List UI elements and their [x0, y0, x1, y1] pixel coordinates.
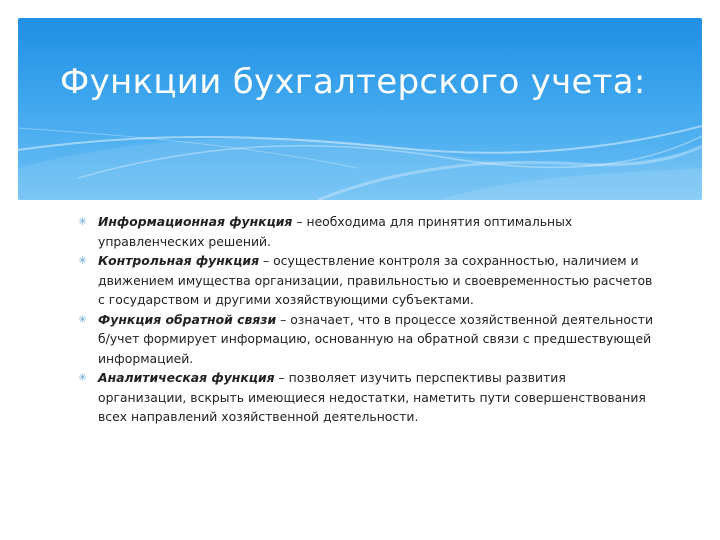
- bullet-term: Информационная функция: [98, 214, 293, 229]
- bullet-term: Функция обратной связи: [98, 311, 277, 327]
- bullet-text: – означает, что в процессе хозяйственной деятельности б/учет формирует информацию, основанную на обратной связи с предшествующей информацией.: [98, 311, 654, 366]
- bullet-text: – осуществление контроля за сохранностью, наличием и движением имущества организации, правильностью и своевременностью расчетов с государством и другими хозяйствующими субъектами.: [98, 253, 653, 307]
- title-banner: [18, 18, 702, 200]
- bullet-item-information: [78, 212, 658, 251]
- asterisk-icon: ✳: [78, 312, 88, 326]
- asterisk-icon: ✳: [78, 215, 88, 228]
- bullet-text: – позволяет изучить перспективы развития организации, вскрыть имеющиеся недостатки, наметить пути совершенствования всех направлений хозяйственной деятельности.: [98, 370, 646, 424]
- bullet-term: Аналитическая функция: [98, 370, 275, 385]
- asterisk-icon: ✳: [78, 371, 88, 384]
- bullet-text: – необходима для принятия оптимальных управленческих решений.: [98, 214, 573, 249]
- bullet-item-analytical: [78, 368, 658, 427]
- bullet-item-feedback: [78, 310, 658, 369]
- wave-decoration: [18, 18, 702, 200]
- bullet-term: Контрольная функция: [98, 253, 260, 268]
- bullet-list: [78, 212, 658, 427]
- slide-title: Функции бухгалтерского учета:: [60, 62, 646, 102]
- bullet-item-control: [78, 251, 658, 310]
- asterisk-icon: ✳: [78, 254, 88, 267]
